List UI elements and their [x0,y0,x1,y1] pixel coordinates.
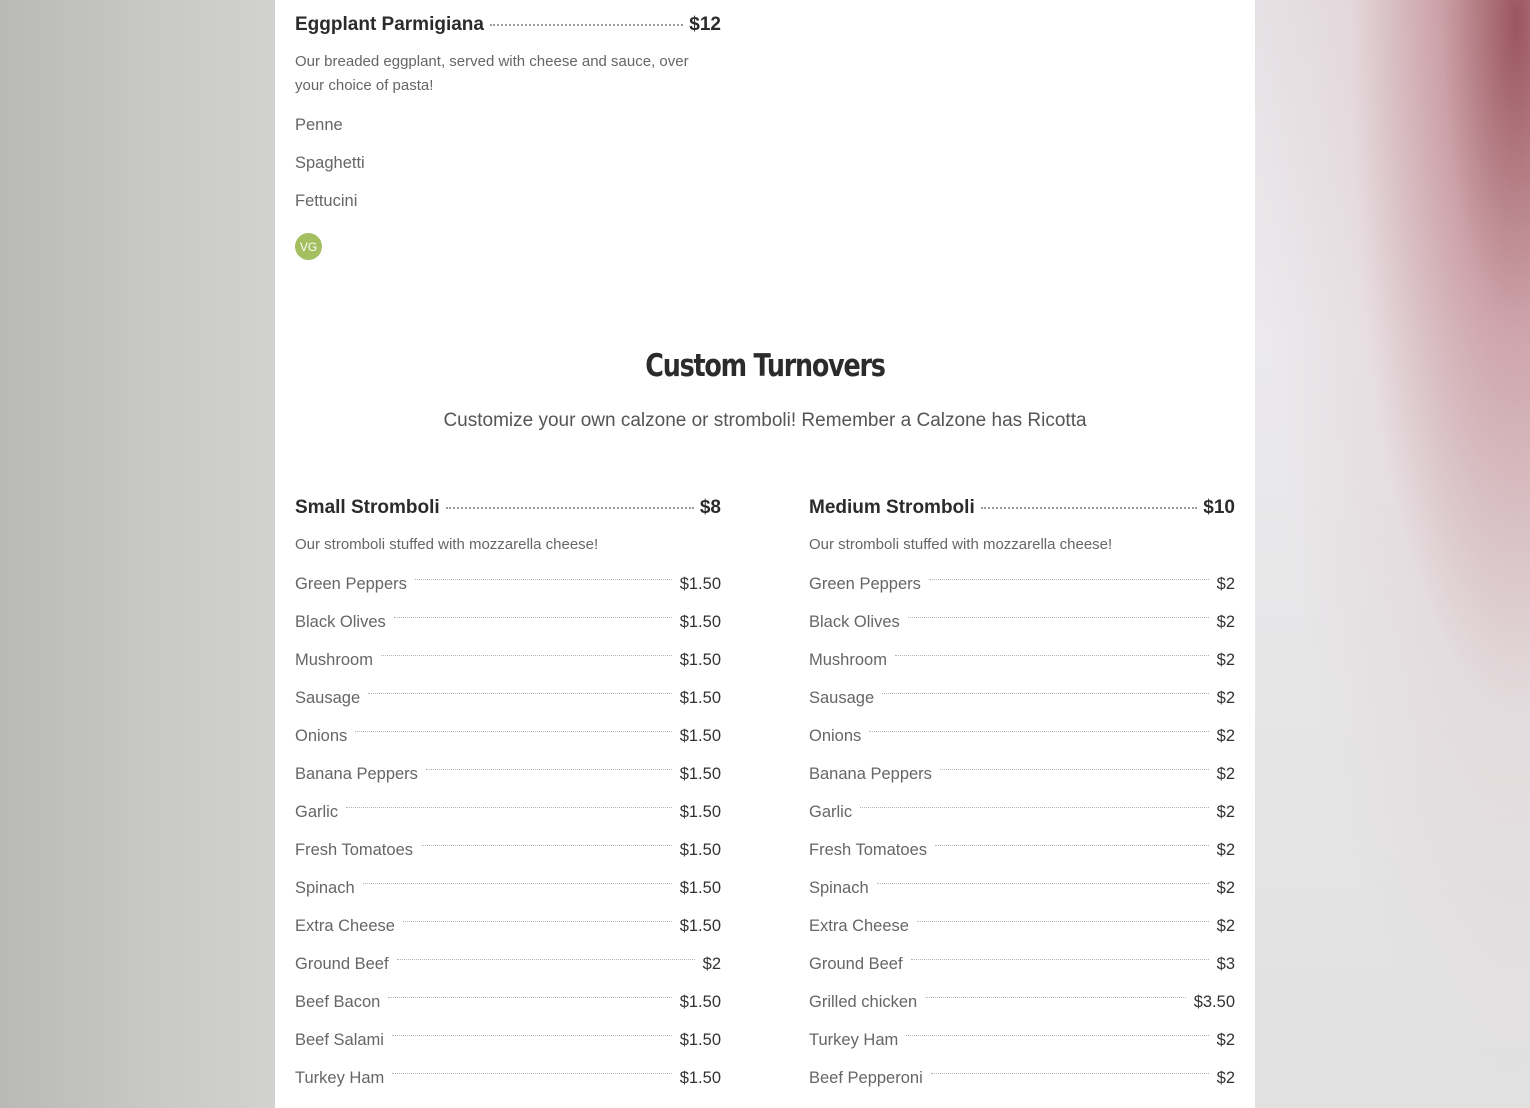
toppings-list [809,565,1235,1097]
topping-price: $2 [1216,689,1235,707]
toppings-list [295,565,721,1097]
topping-price: $2 [1216,613,1235,631]
topping-row [295,603,721,641]
topping-row [809,641,1235,679]
dotted-leader [363,883,672,884]
topping-price: $2 [702,955,721,973]
item-name: Eggplant Parmigiana [295,14,484,35]
dotted-leader [895,655,1209,656]
topping-row [295,907,721,945]
topping-name: Onions [809,727,862,745]
topping-price: $1.50 [679,765,721,783]
dotted-leader [421,845,672,846]
topping-name: Green Peppers [295,575,407,593]
topping-price: $2 [1216,1031,1235,1049]
menu-item-eggplant [295,14,721,260]
topping-row [295,755,721,793]
topping-name: Turkey Ham [809,1031,899,1049]
topping-price: $1.50 [679,993,721,1011]
topping-price: $1.50 [679,1031,721,1049]
topping-name: Beef Bacon [295,993,381,1011]
menu-item-small-stromboli [295,497,721,1097]
background-right [1255,0,1530,1108]
topping-name: Black Olives [809,613,900,631]
item-header [295,497,721,523]
dotted-leader [381,655,672,656]
item-price: $12 [689,14,721,35]
dotted-leader [906,1035,1208,1036]
topping-row [295,1021,721,1059]
topping-name: Beef Pepperoni [809,1069,923,1087]
dotted-leader [446,507,694,509]
topping-name: Black Olives [295,613,386,631]
topping-row [295,565,721,603]
item-description: Our breaded eggplant, served with cheese and sauce, over your choice of pasta! [295,53,689,94]
item-header [809,497,1235,523]
topping-name: Banana Peppers [295,765,418,783]
dotted-leader [392,1035,672,1036]
topping-price: $2 [1216,651,1235,669]
topping-price: $3.50 [1193,993,1235,1011]
topping-price: $3 [1216,955,1235,973]
topping-name: Mushroom [809,651,887,669]
item-price: $10 [1203,497,1235,518]
item-description: Our stromboli stuffed with mozzarella cheese! [809,536,1113,553]
topping-price: $1.50 [679,613,721,631]
topping-row [809,679,1235,717]
dotted-leader [860,807,1209,808]
topping-price: $1.50 [679,803,721,821]
topping-name: Garlic [809,803,853,821]
dotted-leader [415,579,672,580]
dotted-leader [346,807,672,808]
dotted-leader [877,883,1209,884]
dotted-leader [368,693,672,694]
topping-name: Extra Cheese [809,917,909,935]
topping-price: $2 [1216,917,1235,935]
item-price: $8 [699,497,721,518]
menu-item-medium-stromboli [809,497,1235,1097]
topping-price: $1.50 [679,841,721,859]
topping-price: $1.50 [679,575,721,593]
dotted-leader [925,997,1185,998]
topping-row [809,831,1235,869]
dotted-leader [981,507,1198,509]
topping-price: $2 [1216,765,1235,783]
item-description: Our stromboli stuffed with mozzarella cheese! [295,536,599,553]
topping-row [295,1059,721,1097]
topping-price: $1.50 [679,727,721,745]
topping-row [809,945,1235,983]
dotted-leader [869,731,1208,732]
topping-price: $2 [1216,803,1235,821]
topping-name: Mushroom [295,651,373,669]
topping-row [295,869,721,907]
topping-name: Ground Beef [809,955,903,973]
topping-price: $1.50 [679,1069,721,1087]
section-title: Custom Turnovers [645,348,885,384]
topping-row [809,907,1235,945]
topping-name: Fresh Tomatoes [295,841,413,859]
topping-row [295,983,721,1021]
dotted-leader [426,769,672,770]
dotted-leader [908,617,1209,618]
dotted-leader [355,731,671,732]
topping-price: $2 [1216,1069,1235,1087]
dotted-leader [882,693,1209,694]
dotted-leader [931,1073,1209,1074]
topping-row [809,983,1235,1021]
dotted-leader [392,1073,671,1074]
topping-row [809,565,1235,603]
item-name: Small Stromboli [295,497,440,518]
topping-name: Turkey Ham [295,1069,385,1087]
topping-row [295,641,721,679]
topping-name: Sausage [809,689,875,707]
topping-price: $2 [1216,879,1235,897]
section-subtitle: Customize your own calzone or stromboli! Remember a Calzone has Ricotta [443,410,1087,431]
topping-price: $1.50 [679,879,721,897]
menu-page [275,0,1255,1108]
topping-name: Onions [295,727,348,745]
topping-name: Spinach [295,879,355,897]
topping-name: Extra Cheese [295,917,395,935]
topping-row [809,717,1235,755]
topping-price: $1.50 [679,917,721,935]
topping-row [295,945,721,983]
topping-price: $1.50 [679,651,721,669]
topping-name: Sausage [295,689,361,707]
topping-row [809,755,1235,793]
topping-price: $2 [1216,841,1235,859]
item-header [295,14,721,40]
topping-row [809,1021,1235,1059]
dotted-leader [394,617,672,618]
topping-row [295,717,721,755]
dotted-leader [935,845,1209,846]
topping-name: Ground Beef [295,955,389,973]
topping-name: Spinach [809,879,869,897]
topping-price: $2 [1216,727,1235,745]
pasta-option-spaghetti: Spaghetti [295,154,365,172]
topping-name: Beef Salami [295,1031,384,1049]
dotted-leader [929,579,1209,580]
topping-name: Fresh Tomatoes [809,841,927,859]
pasta-option-penne: Penne [295,116,343,134]
dotted-leader [911,959,1209,960]
dotted-leader [403,921,672,922]
dotted-leader [917,921,1209,922]
topping-name: Banana Peppers [809,765,932,783]
topping-name: Garlic [295,803,339,821]
topping-row [295,793,721,831]
topping-row [809,869,1235,907]
dotted-leader [940,769,1209,770]
topping-row [809,1059,1235,1097]
topping-price: $2 [1216,575,1235,593]
dotted-leader [397,959,695,960]
vegetarian-badge-icon: VG [295,233,322,260]
topping-row [295,831,721,869]
item-name: Medium Stromboli [809,497,975,518]
dotted-leader [490,24,683,26]
topping-row [809,793,1235,831]
topping-price: $1.50 [679,689,721,707]
topping-row [809,603,1235,641]
topping-name: Green Peppers [809,575,921,593]
topping-name: Grilled chicken [809,993,918,1011]
topping-row [295,679,721,717]
dotted-leader [388,997,671,998]
pasta-option-fettucini: Fettucini [295,192,358,210]
